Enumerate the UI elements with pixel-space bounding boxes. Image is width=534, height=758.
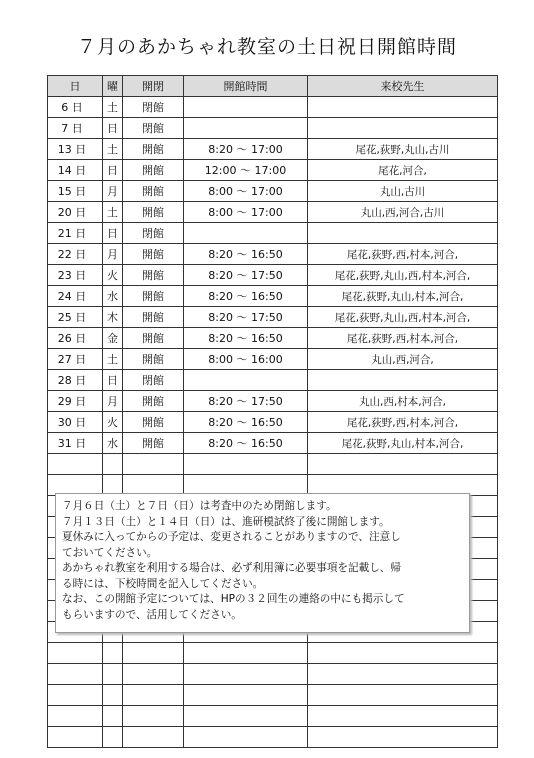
status-cell: 開館 xyxy=(123,412,184,433)
status-cell: 開館 xyxy=(123,433,184,454)
day-cell: 23 日 xyxy=(48,265,103,286)
empty-cell xyxy=(103,727,123,748)
day-cell: 15 日 xyxy=(48,181,103,202)
teachers-cell xyxy=(308,97,498,118)
empty-row xyxy=(48,706,498,727)
weekday-cell: 日 xyxy=(103,160,123,181)
day-cell: 29 日 xyxy=(48,391,103,412)
empty-cell xyxy=(184,664,308,685)
hours-cell xyxy=(184,97,308,118)
header-teachers: 来校先生 xyxy=(308,76,498,97)
day-cell: 24 日 xyxy=(48,286,103,307)
hours-cell: 8:20 ～ 16:50 xyxy=(184,244,308,265)
empty-row xyxy=(48,643,498,664)
status-cell: 開館 xyxy=(123,307,184,328)
teachers-cell xyxy=(308,370,498,391)
weekday-cell: 木 xyxy=(103,307,123,328)
status-cell: 開館 xyxy=(123,265,184,286)
empty-row xyxy=(48,685,498,706)
table-row xyxy=(48,265,498,286)
status-cell: 開館 xyxy=(123,328,184,349)
teachers-cell: 尾花,荻野,丸山,村本,河合, xyxy=(308,286,498,307)
table-row xyxy=(48,118,498,139)
weekday-cell: 金 xyxy=(103,328,123,349)
status-cell: 開館 xyxy=(123,139,184,160)
teachers-cell: 尾花,荻野,丸山,村本,河合, xyxy=(308,433,498,454)
status-cell: 閉館 xyxy=(123,223,184,244)
hours-cell: 8:20 ～ 17:50 xyxy=(184,265,308,286)
hours-cell: 8:00 ～ 17:00 xyxy=(184,202,308,223)
empty-row xyxy=(48,664,498,685)
status-cell: 開館 xyxy=(123,202,184,223)
empty-cell xyxy=(184,685,308,706)
empty-cell xyxy=(184,454,308,475)
teachers-cell: 丸山,古川 xyxy=(308,181,498,202)
status-cell: 開館 xyxy=(123,160,184,181)
empty-cell xyxy=(103,454,123,475)
hours-cell: 8:20 ～ 16:50 xyxy=(184,412,308,433)
empty-cell xyxy=(123,643,184,664)
weekday-cell: 月 xyxy=(103,391,123,412)
weekday-cell: 水 xyxy=(103,286,123,307)
weekday-cell: 月 xyxy=(103,181,123,202)
notice-line: あかちゃれ教室を利用する場合は、必ず利用簿に必要事項を記載し、帰 xyxy=(62,562,401,574)
empty-cell xyxy=(308,643,498,664)
status-cell: 開館 xyxy=(123,349,184,370)
table-row xyxy=(48,349,498,370)
day-cell: 21 日 xyxy=(48,223,103,244)
header-status: 開閉 xyxy=(123,76,184,97)
day-cell: 28 日 xyxy=(48,370,103,391)
day-cell: 13 日 xyxy=(48,139,103,160)
day-cell: 26 日 xyxy=(48,328,103,349)
header-day: 日 xyxy=(48,76,103,97)
table-row xyxy=(48,244,498,265)
table-row xyxy=(48,370,498,391)
empty-cell xyxy=(48,685,103,706)
empty-cell xyxy=(123,454,184,475)
notice-line: ておいてください。 xyxy=(62,546,158,559)
empty-row xyxy=(48,727,498,748)
teachers-cell: 丸山,西,河合, xyxy=(308,349,498,370)
day-cell: 27 日 xyxy=(48,349,103,370)
table-row xyxy=(48,160,498,181)
empty-cell xyxy=(184,706,308,727)
table-row xyxy=(48,223,498,244)
table-row xyxy=(48,391,498,412)
empty-cell xyxy=(184,727,308,748)
teachers-cell: 尾花,荻野,西,村本,河合, xyxy=(308,412,498,433)
empty-cell xyxy=(48,706,103,727)
weekday-cell: 土 xyxy=(103,97,123,118)
table-row xyxy=(48,181,498,202)
notice-line: なお、この開館予定については、HPの３２回生の連絡の中にも掲示して xyxy=(62,593,405,605)
header-hours: 開館時間 xyxy=(184,76,308,97)
hours-cell xyxy=(184,118,308,139)
teachers-cell xyxy=(308,118,498,139)
empty-cell xyxy=(308,685,498,706)
day-cell: 20 日 xyxy=(48,202,103,223)
table-row xyxy=(48,286,498,307)
weekday-cell: 土 xyxy=(103,349,123,370)
teachers-cell xyxy=(308,223,498,244)
teachers-cell: 丸山,西,河合,古川 xyxy=(308,202,498,223)
hours-cell: 8:20 ～ 17:50 xyxy=(184,307,308,328)
hours-cell: 12:00 ～ 17:00 xyxy=(184,160,308,181)
notice-line: る時には、下校時間を記入してください。 xyxy=(62,577,264,590)
hours-cell: 8:20 ～ 16:50 xyxy=(184,433,308,454)
teachers-cell: 丸山,西,村本,河合, xyxy=(308,391,498,412)
table-row xyxy=(48,97,498,118)
teachers-cell: 尾花,荻野,西,村本,河合, xyxy=(308,244,498,265)
empty-cell xyxy=(123,664,184,685)
day-cell: 31 日 xyxy=(48,433,103,454)
notice-line: もらいますので、活用してください。 xyxy=(62,608,242,621)
status-cell: 閉館 xyxy=(123,370,184,391)
empty-cell xyxy=(103,685,123,706)
schedule-table xyxy=(47,75,498,748)
hours-cell: 8:00 ～ 16:00 xyxy=(184,349,308,370)
day-cell: 30 日 xyxy=(48,412,103,433)
teachers-cell: 尾花,荻野,丸山,古川 xyxy=(308,139,498,160)
empty-cell xyxy=(308,727,498,748)
empty-cell xyxy=(308,706,498,727)
status-cell: 閉館 xyxy=(123,118,184,139)
day-cell: 22 日 xyxy=(48,244,103,265)
hours-cell: 8:00 ～ 17:00 xyxy=(184,181,308,202)
empty-cell xyxy=(123,706,184,727)
header-row xyxy=(48,76,498,97)
table-row xyxy=(48,412,498,433)
empty-cell xyxy=(103,706,123,727)
empty-cell xyxy=(48,664,103,685)
empty-cell xyxy=(308,454,498,475)
empty-cell xyxy=(184,643,308,664)
hours-cell: 8:20 ～ 17:50 xyxy=(184,391,308,412)
teachers-cell: 尾花,荻野,丸山,西,村本,河合, xyxy=(308,307,498,328)
empty-cell xyxy=(48,454,103,475)
empty-row xyxy=(48,454,498,475)
empty-cell xyxy=(308,664,498,685)
hours-cell xyxy=(184,223,308,244)
empty-cell xyxy=(123,727,184,748)
weekday-cell: 日 xyxy=(103,118,123,139)
status-cell: 開館 xyxy=(123,181,184,202)
weekday-cell: 土 xyxy=(103,139,123,160)
weekday-cell: 火 xyxy=(103,412,123,433)
day-cell: 6 日 xyxy=(48,97,103,118)
weekday-cell: 月 xyxy=(103,244,123,265)
notice-line: ７月６日（土）と７日（日）は考査中のため閉館します。 xyxy=(62,500,337,512)
empty-cell xyxy=(48,727,103,748)
status-cell: 開館 xyxy=(123,286,184,307)
hours-cell: 8:20 ～ 16:50 xyxy=(184,328,308,349)
hours-cell: 8:20 ～ 17:00 xyxy=(184,139,308,160)
notice-line: ７月１３日（土）と１４日（日）は、進研模試終了後に開館します。 xyxy=(62,515,390,528)
notice-box xyxy=(55,493,470,633)
table-row xyxy=(48,202,498,223)
weekday-cell: 日 xyxy=(103,370,123,391)
day-cell: 14 日 xyxy=(48,160,103,181)
table-row xyxy=(48,307,498,328)
empty-cell xyxy=(123,685,184,706)
weekday-cell: 水 xyxy=(103,433,123,454)
weekday-cell: 土 xyxy=(103,202,123,223)
status-cell: 開館 xyxy=(123,244,184,265)
status-cell: 閉館 xyxy=(123,97,184,118)
table-row xyxy=(48,139,498,160)
table-row xyxy=(48,433,498,454)
table-row xyxy=(48,328,498,349)
teachers-cell: 尾花,河合, xyxy=(308,160,498,181)
weekday-cell: 火 xyxy=(103,265,123,286)
teachers-cell: 尾花,荻野,丸山,西,村本,河合, xyxy=(308,265,498,286)
day-cell: 7 日 xyxy=(48,118,103,139)
empty-cell xyxy=(103,643,123,664)
empty-cell xyxy=(103,664,123,685)
page-title: ７月のあかちゃれ教室の土日祝日開館時間 xyxy=(76,36,457,58)
weekday-cell: 日 xyxy=(103,223,123,244)
teachers-cell: 尾花,荻野,西,村本,河合, xyxy=(308,328,498,349)
status-cell: 開館 xyxy=(123,391,184,412)
day-cell: 25 日 xyxy=(48,307,103,328)
header-weekday: 曜 xyxy=(103,76,123,97)
hours-cell: 8:20 ～ 16:50 xyxy=(184,286,308,307)
empty-cell xyxy=(48,643,103,664)
hours-cell xyxy=(184,370,308,391)
notice-line: 夏休みに入ってからの予定は、変更されることがありますので、注意し xyxy=(62,531,401,543)
